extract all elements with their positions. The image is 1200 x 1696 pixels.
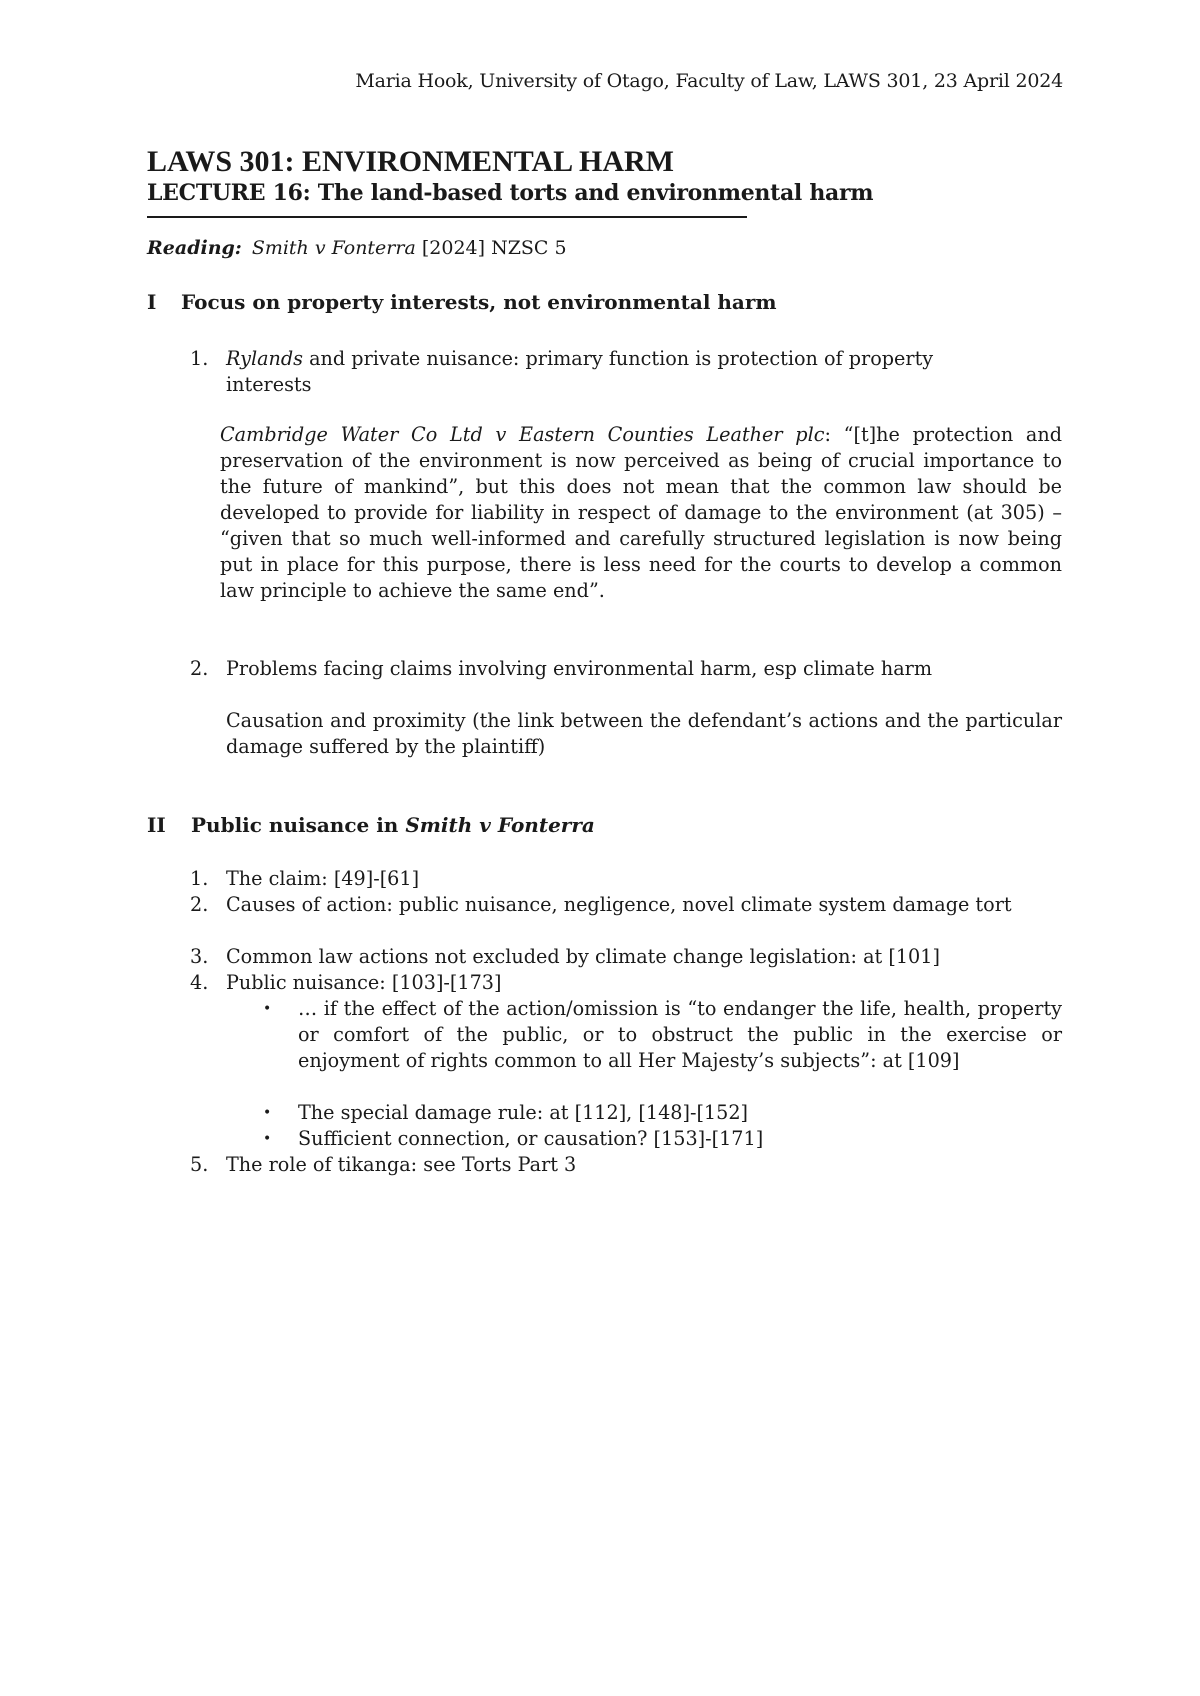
reading-label: Reading:: [147, 237, 242, 259]
s2-item-2-number: 2.: [190, 893, 209, 916]
s1-item-2-number: 2.: [190, 657, 209, 680]
s2-item-3-number: 3.: [190, 945, 209, 968]
s1-item-1-text: and private nuisance: primary function is protection of property: [303, 347, 934, 370]
s2-item-3: Common law actions not excluded by climate change legislation: at [101]: [226, 945, 940, 968]
s2-bullet-1: … if the effect of the action/omission is “to endanger the life, health, property or comfort of the public, or to obstruct the public in the exercise or enjoyment of rights common to all Her Majesty’s subjects”: at [109]: [298, 997, 1062, 1072]
section-2-numeral: II: [147, 813, 166, 837]
bullet-1-glyph: •: [263, 1001, 272, 1017]
quote-case: Cambridge Water Co Ltd v Eastern Counties Leather plc: [220, 423, 825, 446]
section-1-heading: [147, 290, 777, 314]
s2-item-2: Causes of action: public nuisance, negligence, novel climate system damage tort: [226, 893, 1012, 916]
s1-item-1-text-cont: interests: [226, 373, 312, 396]
bullet-3-glyph: •: [263, 1131, 272, 1147]
quote-text: : “[t]he protection and preservation of the environment is now perceived as being of crucial importance to the future of mankind”, but this does not mean that the common law should be developed to provide for liability in respect of damage to the environment (at 305) – “given that so much well-informed and carefully structured legislation is now being put in place for this purpose, there is less need for the courts to develop a common law principle to achieve the same end”.: [220, 423, 1063, 602]
s2-item-5: The role of tikanga: see Torts Part 3: [226, 1153, 577, 1176]
section-2-heading: [147, 813, 595, 837]
title-underline: [147, 216, 747, 218]
course-title: LAWS 301: ENVIRONMENTAL HARM: [147, 145, 674, 178]
bullet-2-glyph: •: [263, 1105, 272, 1121]
causation-note: Causation and proximity (the link between the defendant’s actions and the particular damage suffered by the plaintiff): [226, 709, 1062, 758]
header-byline: Maria Hook, University of Otago, Faculty of Law, LAWS 301, 23 April 2024: [355, 70, 1063, 92]
section-2-title: Public nuisance in: [191, 813, 406, 837]
s1-item-1: [226, 346, 1062, 398]
s2-item-4: Public nuisance: [103]-[173]: [226, 971, 502, 994]
section-2-case: Smith v Fonterra: [405, 813, 595, 837]
lecture-title: LECTURE 16: The land-based torts and environmental harm: [147, 180, 874, 206]
section-1-title: Focus on property interests, not environmental harm: [181, 290, 777, 314]
s1-item-1-number: 1.: [190, 347, 209, 370]
s2-item-4-number: 4.: [190, 971, 209, 994]
s2-bullet-3: Sufficient connection, or causation? [153]-[171]: [298, 1127, 764, 1150]
s2-bullet-2: The special damage rule: at [112], [148]-[152]: [298, 1101, 749, 1124]
reading-citation: [2024] NZSC 5: [421, 237, 567, 259]
s2-item-5-number: 5.: [190, 1153, 209, 1176]
reading-line: [147, 237, 567, 259]
s1-item-1-case: Rylands: [226, 347, 304, 370]
s2-item-1: The claim: [49]-[61]: [226, 867, 420, 890]
section-1-numeral: I: [147, 290, 157, 314]
s1-item-2: Problems facing claims involving environmental harm, esp climate harm: [226, 657, 933, 680]
cambridge-water-quote: [220, 422, 1062, 604]
reading-case: Smith v Fonterra: [251, 237, 416, 259]
s2-item-1-number: 1.: [190, 867, 209, 890]
